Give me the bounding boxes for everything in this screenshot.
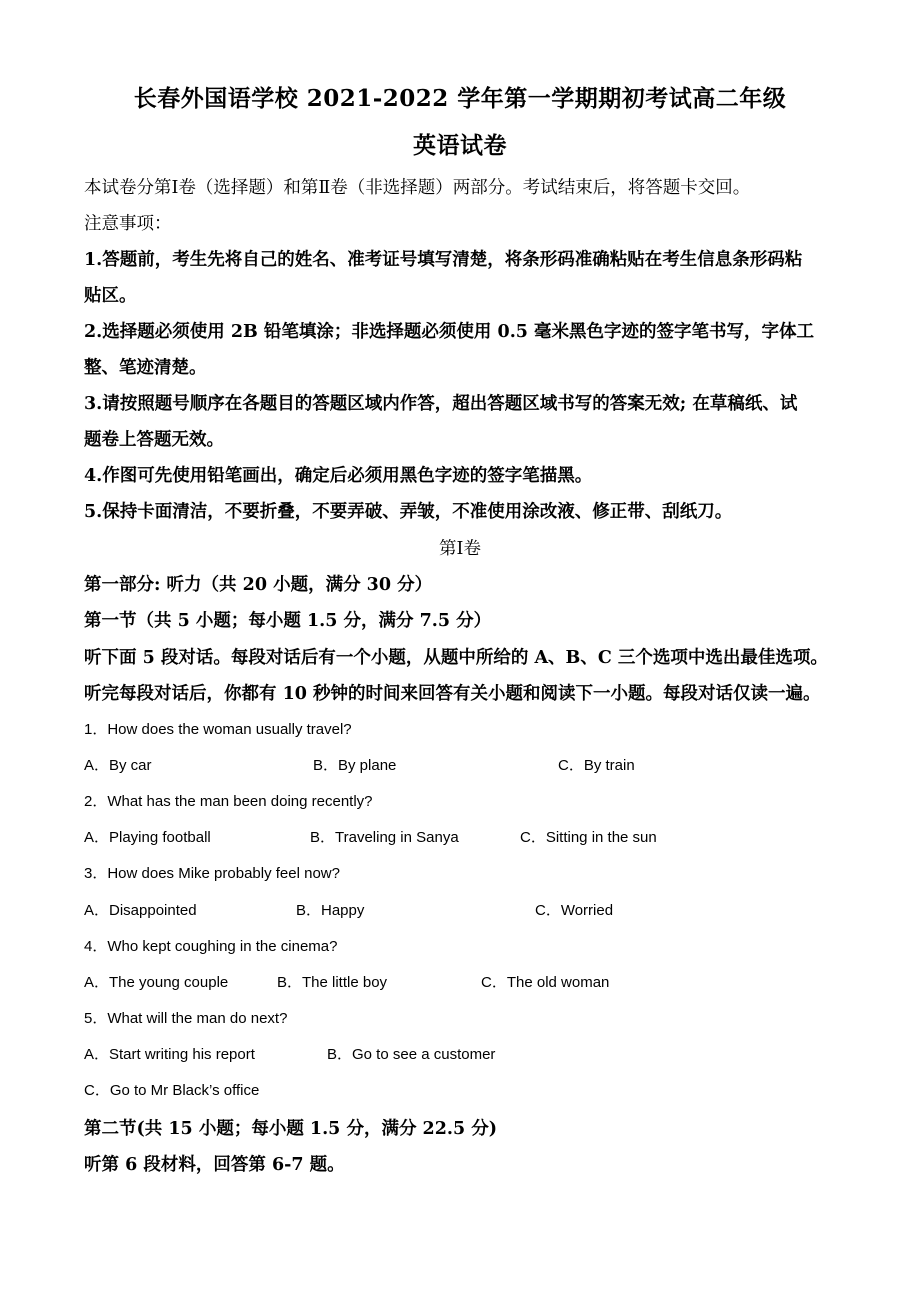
question-3-option-b: B．Happy <box>296 902 365 919</box>
question-number: 1． <box>84 721 108 738</box>
question-text: How does the woman usually travel? <box>107 721 352 738</box>
notice-item-4: 4.作图可先使用铅笔画出，确定后必须用黑色字迹的签字笔描黑。 <box>84 466 593 486</box>
volume-label: 第Ⅰ卷 <box>439 539 481 559</box>
exam-subtitle: 英语试卷 <box>413 132 507 159</box>
notice-item-5: 5.保持卡面清洁，不要折叠，不要弄破、弄皱，不准使用涂改液、修正带、刮纸刀。 <box>84 502 733 522</box>
question-number: 4． <box>84 938 108 955</box>
question-5-option-b: B．Go to see a customer <box>327 1046 496 1063</box>
question-2-option-c: C．Sitting in the sun <box>520 829 657 846</box>
section1-heading: 第一节（共 5 小题；每小题 1.5 分，满分 7.5 分） <box>84 611 492 631</box>
question-1-option-a: A．By car <box>84 757 152 774</box>
question-5 <box>84 1007 287 1028</box>
section2-heading: 第二节(共 15 小题；每小题 1.5 分，满分 22.5 分) <box>84 1119 498 1139</box>
notice-item-3-line-2: 题卷上答题无效。 <box>84 430 224 450</box>
notice-item-1-line-1: 1.答题前，考生先将自己的姓名、准考证号填写清楚，将条形码准确粘贴在考生信息条形码粘 <box>84 250 803 270</box>
question-3-option-a: A．Disappointed <box>84 902 197 919</box>
section2-desc: 听第 6 段材料，回答第 6-7 题。 <box>84 1155 345 1175</box>
notice-item-2-line-1: 2.选择题必须使用 2B 铅笔填涂；非选择题必须使用 0.5 毫米黑色字迹的签字笔书写，字体工 <box>84 322 815 342</box>
notice-heading: 注意事项： <box>84 214 172 234</box>
question-2-option-b: B．Traveling in Sanya <box>310 829 459 846</box>
question-2 <box>84 790 373 811</box>
question-1-option-c: C．By train <box>558 757 635 774</box>
section1-desc-line-2: 听完每段对话后，你都有 10 秒钟的时间来回答有关小题和阅读下一小题。每段对话仅读一遍。 <box>84 684 821 704</box>
exam-title: 长春外国语学校 2021-2022 学年第一学期期初考试高二年级 <box>133 85 787 112</box>
notice-item-2-line-2: 整、笔迹清楚。 <box>84 358 207 378</box>
notice-item-3-line-1: 3.请按照题号顺序在各题目的答题区域内作答，超出答题区域书写的答案无效; 在草稿纸、试 <box>84 394 798 414</box>
question-1-option-b: B．By plane <box>313 757 397 774</box>
question-number: 2． <box>84 793 108 810</box>
question-4-option-b: B．The little boy <box>277 974 388 991</box>
question-3 <box>84 862 340 883</box>
question-2-option-a: A．Playing football <box>84 829 211 846</box>
question-4-option-c: C．The old woman <box>481 974 610 991</box>
section1-desc-line-1: 听下面 5 段对话。每段对话后有一个小题，从题中所给的 A、B、C 三个选项中选出最佳选项。 <box>84 648 828 668</box>
question-5-option-a: A．Start writing his report <box>84 1046 255 1063</box>
question-text: What has the man been doing recently? <box>107 793 373 810</box>
notice-item-1-line-2: 贴区。 <box>84 286 137 306</box>
question-number: 5． <box>84 1010 108 1027</box>
question-text: Who kept coughing in the cinema? <box>107 938 338 955</box>
question-3-option-c: C．Worried <box>535 902 614 919</box>
question-number: 3． <box>84 865 108 882</box>
question-1 <box>84 718 352 739</box>
question-4 <box>84 935 338 956</box>
question-5-option-c: C．Go to Mr Black’s office <box>84 1082 260 1099</box>
question-text: How does Mike probably feel now? <box>107 865 340 882</box>
question-text: What will the man do next? <box>107 1010 288 1027</box>
question-4-option-a: A．The young couple <box>84 974 229 991</box>
part1-heading: 第一部分: 听力（共 20 小题，满分 30 分） <box>84 575 433 595</box>
intro-text: 本试卷分第Ⅰ卷（选择题）和第Ⅱ卷（非选择题）两部分。考试结束后，将答题卡交回。 <box>84 178 751 198</box>
